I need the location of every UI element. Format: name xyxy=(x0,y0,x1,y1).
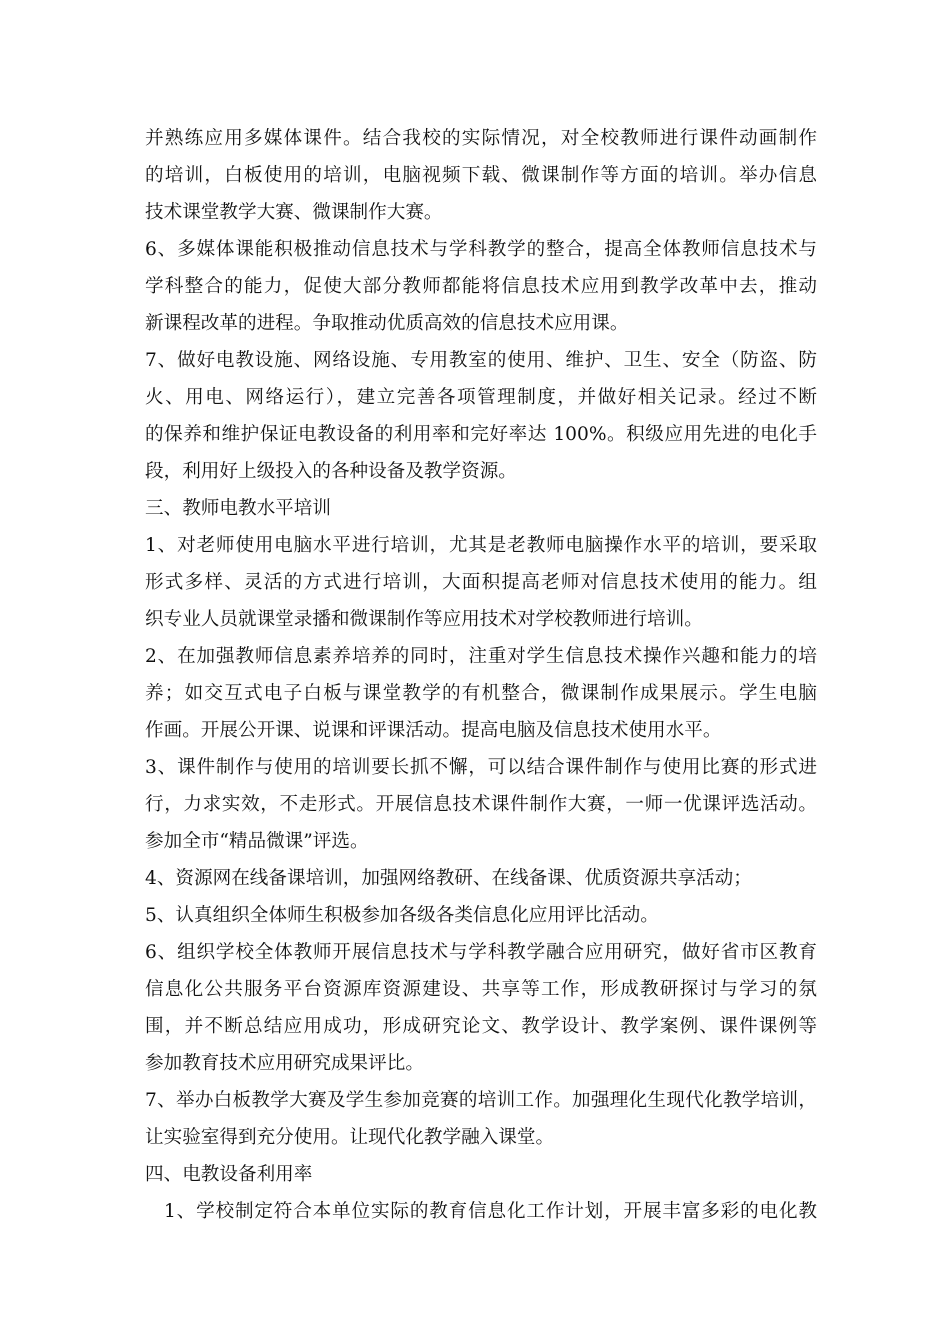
text-line: 2、在加强教师信息素养培养的同时，注重对学生信息技术操作兴趣和能力的培 xyxy=(145,646,817,667)
text-line: 的培训，白板使用的培训，电脑视频下载、微课制作等方面的培训。举办信息 xyxy=(145,165,817,186)
text-line: 织专业人员就课堂录播和微课制作等应用技术对学校教师进行培训。 xyxy=(145,609,703,630)
text-line: 新课程改革的进程。争取推动优质高效的信息技术应用课。 xyxy=(145,313,629,334)
text-line: 7、举办白板教学大赛及学生参加竞赛的培训工作。加强理化生现代化教学培训， xyxy=(145,1090,817,1111)
text-line: 养；如交互式电子白板与课堂教学的有机整合，微课制作成果展示。学生电脑 xyxy=(145,683,817,704)
text-line: 行，力求实效，不走形式。开展信息技术课件制作大赛，一师一优课评选活动。 xyxy=(145,794,817,815)
text-line: 信息化公共服务平台资源库资源建设、共享等工作，形成教研探讨与学习的氛 xyxy=(145,979,817,1000)
text-line: 参加教育技术应用研究成果评比。 xyxy=(145,1053,424,1074)
text-line: 围，并不断总结应用成功，形成研究论文、教学设计、教学案例、课件课例等 xyxy=(145,1016,817,1037)
text-line: 学科整合的能力，促使大部分教师都能将信息技术应用到教学改革中去，推动 xyxy=(145,276,817,297)
text-line: 1、学校制定符合本单位实际的教育信息化工作计划，开展丰富多彩的电化教 xyxy=(164,1201,817,1222)
text-line: 参加全市“精品微课”评选。 xyxy=(145,831,369,852)
text-line: 并熟练应用多媒体课件。结合我校的实际情况，对全校教师进行课件动画制作 xyxy=(145,128,817,149)
text-line: 三、教师电教水平培训 xyxy=(145,498,331,519)
text-line: 的保养和维护保证电教设备的利用率和完好率达 100%。积级应用先进的电化手 xyxy=(145,424,817,445)
text-line: 形式多样、灵活的方式进行培训，大面积提高老师对信息技术使用的能力。组 xyxy=(145,572,817,593)
text-line: 6、组织学校全体教师开展信息技术与学科教学融合应用研究，做好省市区教育 xyxy=(145,942,817,963)
text-line: 5、认真组织全体师生积极参加各级各类信息化应用评比活动。 xyxy=(145,905,659,926)
text-line: 技术课堂教学大赛、微课制作大赛。 xyxy=(145,202,443,223)
text-line: 1、对老师使用电脑水平进行培训，尤其是老教师电脑操作水平的培训，要采取 xyxy=(145,535,817,556)
text-line: 4、资源网在线备课培训，加强网络教研、在线备课、优质资源共享活动； xyxy=(145,868,752,889)
document-body xyxy=(145,120,817,1230)
text-line: 3、课件制作与使用的培训要长抓不懈，可以结合课件制作与使用比赛的形式进 xyxy=(145,757,817,778)
text-line: 6、多媒体课能积极推动信息技术与学科教学的整合，提高全体教师信息技术与 xyxy=(145,239,817,260)
text-line: 作画。开展公开课、说课和评课活动。提高电脑及信息技术使用水平。 xyxy=(145,720,722,741)
text-line: 段，利用好上级投入的各种设备及教学资源。 xyxy=(145,461,517,482)
text-line: 火、用电、网络运行），建立完善各项管理制度，并做好相关记录。经过不断 xyxy=(145,387,817,408)
text-line: 四、电教设备利用率 xyxy=(145,1164,313,1185)
text-line: 让实验室得到充分使用。让现代化教学融入课堂。 xyxy=(145,1127,555,1148)
text-line: 7、做好电教设施、网络设施、专用教室的使用、维护、卫生、安全（防盗、防 xyxy=(145,350,817,371)
